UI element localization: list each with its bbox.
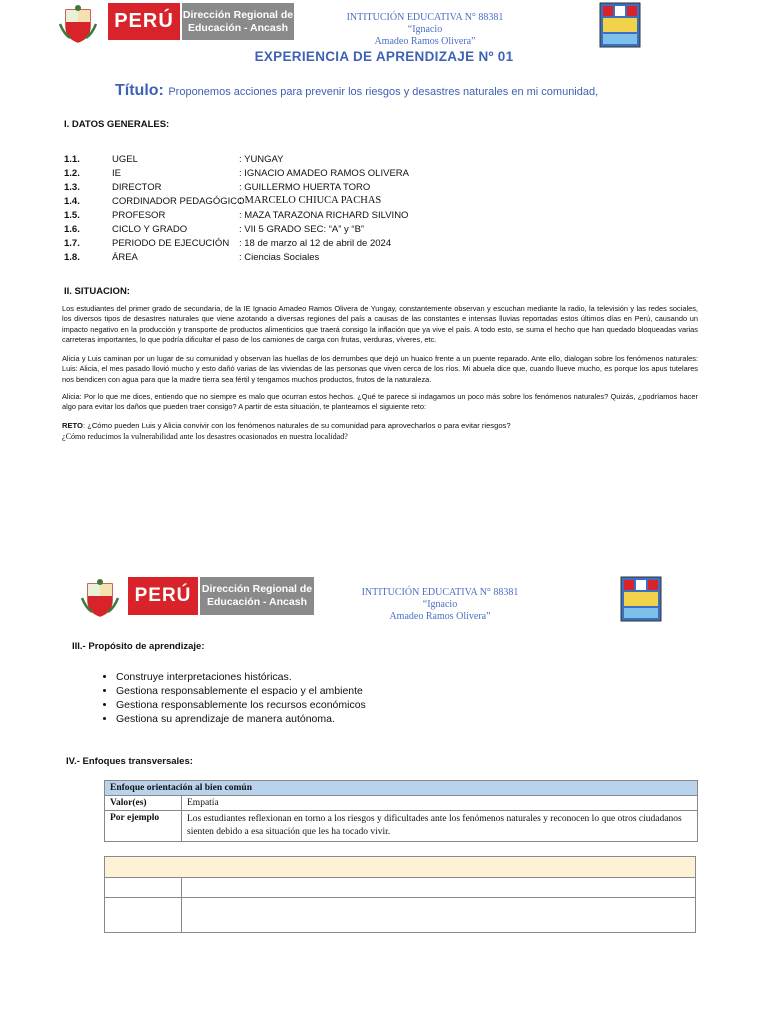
section-proposito-heading: III.- Propósito de aprendizaje:: [72, 641, 205, 652]
titulo-line: [115, 82, 598, 100]
dre-line2: Educación - Ancash: [207, 596, 307, 608]
empty-cell: [182, 898, 696, 933]
row-value: : VII 5 GRADO SEC: “A” y “B”: [239, 224, 365, 235]
peru-coat-of-arms-icon: [80, 578, 120, 618]
row-number: 1.3.: [64, 182, 80, 193]
table-row: [105, 781, 698, 796]
enfoque-table: [104, 780, 698, 842]
valor-value-cell: Empatía: [182, 796, 698, 811]
list-item: • Gestiona responsablemente los recursos económicos: [116, 698, 366, 712]
dre-line2: Educación - Ancash: [188, 21, 288, 34]
reto-text: : ¿Cómo pueden Luis y Alicia convivir con los fenómenos naturales de su comunidad para aprovecharlos o para evitar riesgos?: [82, 421, 511, 430]
titulo-label: Título:: [115, 82, 164, 99]
row-value: : GUILLERMO HUERTA TORO: [239, 182, 371, 193]
section-enfoques-heading: IV.- Enfoques transversales:: [66, 756, 193, 767]
table-row: [105, 857, 696, 878]
institution-name: [345, 587, 535, 623]
list-item: • Gestiona responsablemente el espacio y el ambiente: [116, 684, 366, 698]
row-number: 1.4.: [64, 196, 80, 207]
institution-line1: INTITUCIÓN EDUCATIVA N° 88381 “Ignacio: [346, 12, 504, 35]
school-crest-icon: [599, 2, 641, 48]
row-number: 1.2.: [64, 168, 80, 179]
empty-cell: [105, 878, 182, 898]
table-row: [105, 796, 698, 811]
row-key: IE: [112, 168, 121, 179]
reto-label: RETO: [62, 421, 83, 430]
row-value: : YUNGAY: [239, 154, 284, 165]
table-row: [105, 898, 696, 933]
row-key: ÁREA: [112, 252, 138, 263]
section-situacion-heading: II. SITUACION:: [64, 286, 130, 297]
page-header-2: [0, 572, 768, 624]
situacion-paragraph-1: Los estudiantes del primer grado de secundaria, de la IE Ignacio Amadeo Ramos Olivera de Yungay, constantemente observan y escuchan mediante la radio, la televisión y las redes sociales, los diversos tipos de desastres naturales que viene azotando a diversas regiones del país a causas de las constantes e intensas lluvias reportadas estos últimos días en Perú, causando un impacto negativo en la producción y transporte de productos alimenticios que traerá consigo la inflación que ya vive el país. A todo esto, se suma el hecho que han quedado bloqueadas varias carreteras importantes, lo que podría dificultar el paso de los camiones de carga con frutas, verduras, víveres, etc.: [62, 304, 698, 345]
row-key: PROFESOR: [112, 210, 166, 221]
peru-coat-of-arms-icon: [58, 4, 98, 44]
row-key: CORDINADOR PEDAGÓGICO: [112, 196, 245, 207]
row-value: : MAZA TARAZONA RICHARD SILVINO: [239, 210, 409, 221]
empty-cell: [105, 898, 182, 933]
valor-label-cell: Valor(es): [105, 796, 182, 811]
empty-cell: [182, 878, 696, 898]
row-number: 1.5.: [64, 210, 80, 221]
section-datos-generales-heading: I. DATOS GENERALES:: [64, 119, 170, 130]
dre-ancash-logo: [200, 577, 314, 615]
titulo-value: Proponemos acciones para prevenir los riesgos y desastres naturales en mi comunidad,: [168, 86, 599, 98]
dre-line1: Dirección Regional de: [201, 583, 313, 595]
table-row: [105, 811, 698, 842]
ejemplo-value-cell: Los estudiantes reflexionan en torno a los riesgos y dificultades ante los fenómenos naturales y reconocen lo que otros ciudadanos sienten debido a esa situación que les ha tocado vivir.: [182, 811, 698, 842]
reto-question: ¿Cómo reducimos la vulnerabilidad ante los desastres ocasionados en nuestra localidad?: [62, 432, 348, 441]
row-key: CICLO Y GRADO: [112, 224, 188, 235]
row-value: : IGNACIO AMADEO RAMOS OLIVERA: [239, 168, 409, 179]
institution-line2: Amadeo Ramos Olivera”: [389, 611, 491, 622]
row-number: 1.7.: [64, 238, 80, 249]
row-value: : 18 de marzo al 12 de abril de 2024: [239, 238, 392, 249]
list-item: • Construye interpretaciones históricas.: [116, 670, 366, 684]
peru-logo: PERÚ: [108, 3, 180, 40]
document-title: EXPERIENCIA DE APRENDIZAJE Nº 01: [254, 49, 514, 64]
row-number: 1.8.: [64, 252, 80, 263]
school-crest-icon: [620, 576, 662, 622]
situacion-paragraph-2: Alicia y Luis caminan por un lugar de su comunidad y observan las huellas de los derrumbes que dejó un huaico frente a un puente reparado. Ante ello, dialogan sobre los fenómenos naturales: Luis: Alicia, el mes pasado llovió mucho y esto dañó varias de las viviendas de las personas que viven cerca de los ríos. Mi abuela dice que, cuando llueve mucho, es porque los apus tutelares nos bendicen con agua para que la madre tierra sea fértil y tengamos muchos productos, frutos de la naturaleza.: [62, 354, 698, 384]
institution-name: [330, 12, 520, 48]
proposito-list: [96, 670, 366, 726]
page-header-1: [0, 0, 768, 52]
peru-logo: PERÚ: [128, 577, 198, 615]
row-value: : MARCELO CHIUCA PACHAS: [239, 195, 382, 206]
situacion-paragraph-3: Alicia: Por lo que me dices, entiendo que no siempre es malo que ocurran estos hechos. ¿Qué te parece si indagamos un poco más sobre los fenómenos naturales? Quizás, ¿podríamos hacer algo para evitar los daños que pueden traer consigo? A partir de esta situación, te planteamos el siguiente reto:: [62, 392, 698, 412]
table-row: [105, 878, 696, 898]
dre-line1: Dirección Regional de: [182, 8, 294, 21]
institution-line2: Amadeo Ramos Olivera”: [374, 36, 476, 47]
row-key: DIRECTOR: [112, 182, 162, 193]
row-key: UGEL: [112, 154, 138, 165]
row-number: 1.6.: [64, 224, 80, 235]
ejemplo-label-cell: Por ejemplo: [105, 811, 182, 842]
enfoque-header-cell: Enfoque orientación al bien común: [105, 781, 698, 796]
institution-line1: INTITUCIÓN EDUCATIVA N° 88381 “Ignacio: [361, 587, 519, 610]
dre-ancash-logo: [182, 3, 294, 40]
empty-header-cell: [105, 857, 696, 878]
list-item: • Gestiona su aprendizaje de manera autónoma.: [116, 712, 366, 726]
enfoque-table-empty: [104, 856, 696, 933]
row-key: PERIODO DE EJECUCIÓN: [112, 238, 230, 249]
row-number: 1.1.: [64, 154, 80, 165]
row-value: : Ciencias Sociales: [239, 252, 320, 263]
reto-line: [62, 421, 511, 430]
